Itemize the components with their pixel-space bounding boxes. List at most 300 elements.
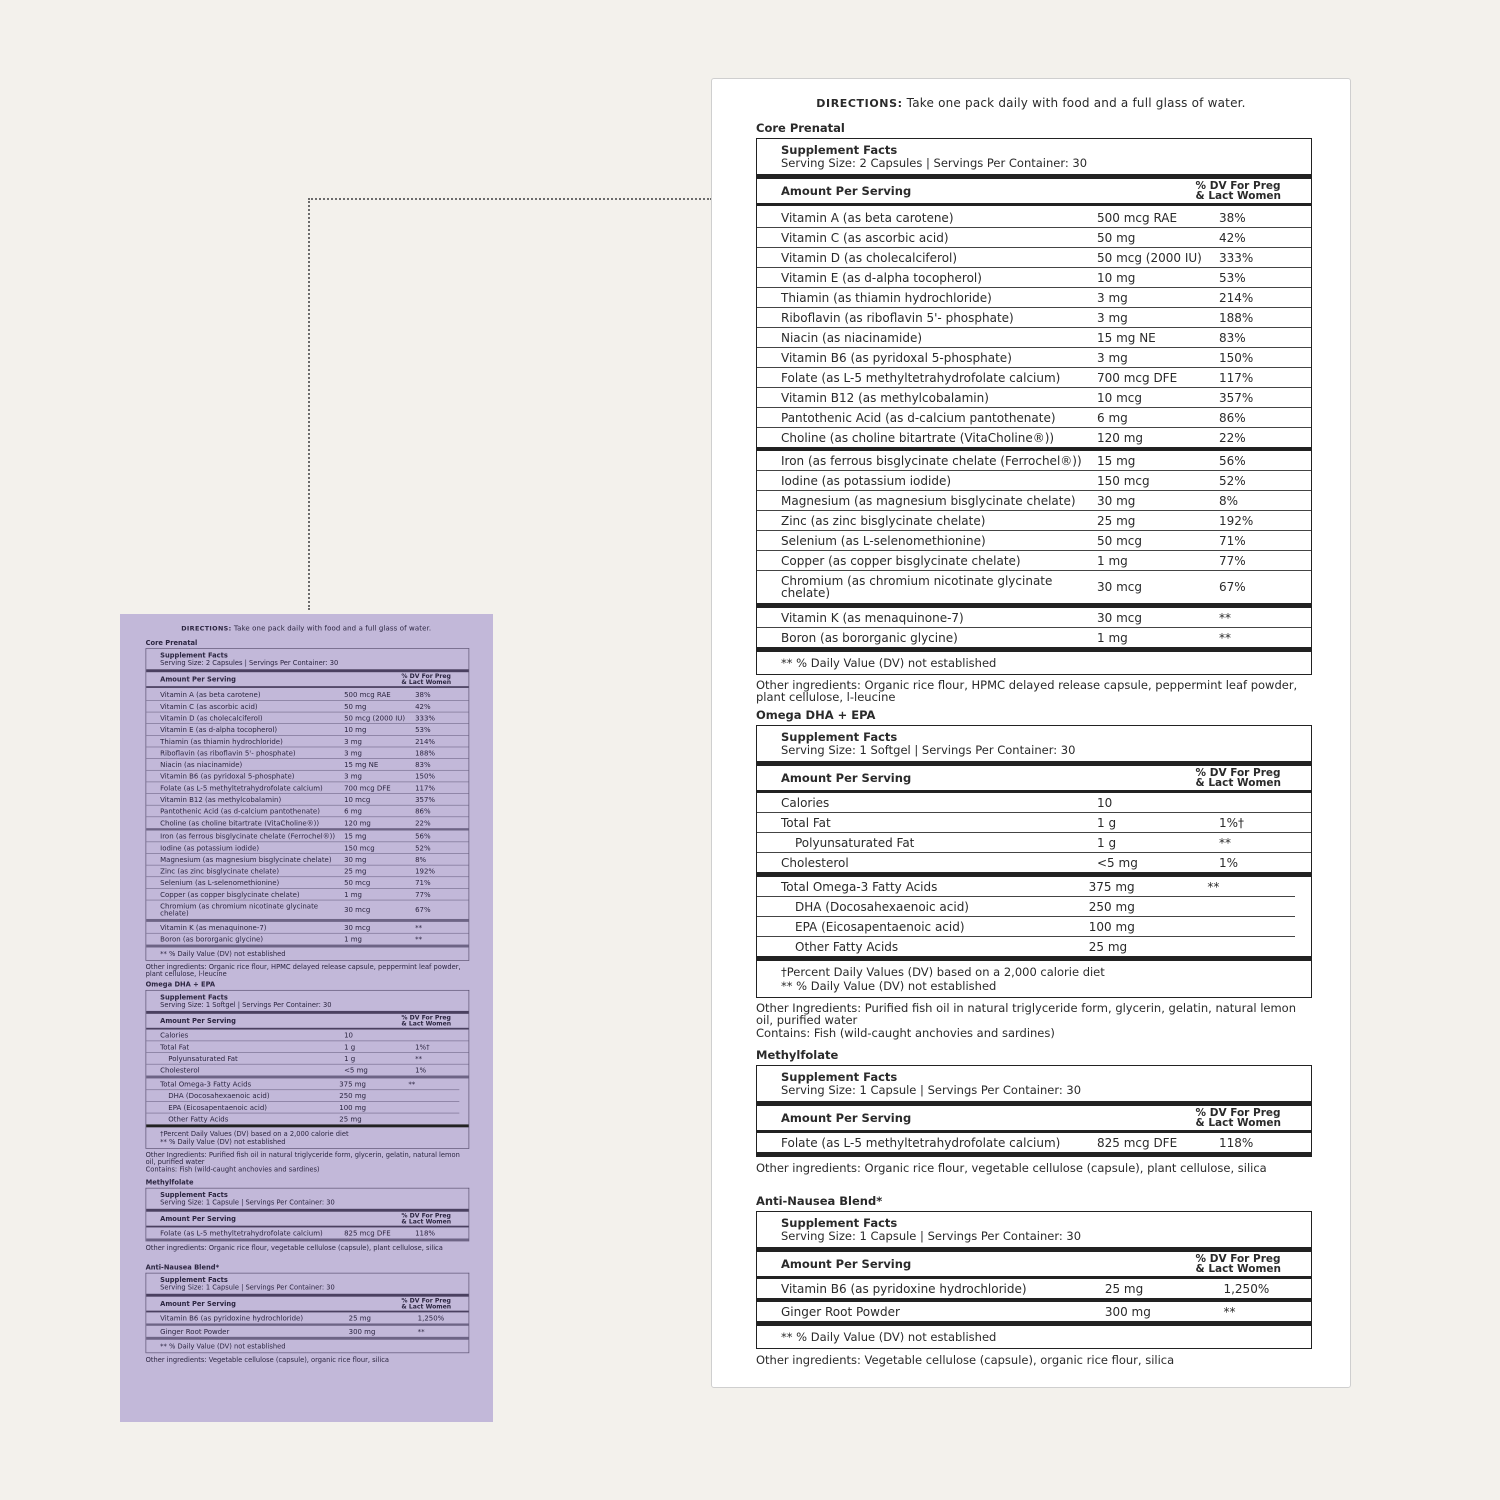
nutrient-name: Choline (as choline bitartrate (VitaCholine®)) — [781, 430, 1055, 445]
nutrient-name: Zinc (as zinc bisglycinate chelate) — [781, 513, 986, 528]
section-title: Core Prenatal — [145, 638, 198, 647]
nutrient-amount: <5 mg — [344, 1065, 368, 1075]
table-row — [146, 712, 468, 724]
connector-line-horizontal — [308, 198, 712, 200]
facts-header — [146, 649, 468, 672]
other-ingredients: Other ingredients: Organic rice flour, vegetable cellulose (capsule), plant cellulose, silica — [756, 1161, 1267, 1175]
table-row — [757, 228, 1311, 248]
nutrient-amount: 3 mg — [1097, 290, 1128, 305]
table-row — [757, 571, 1311, 608]
facts-header — [757, 726, 1311, 766]
table-row — [757, 511, 1311, 531]
omega3-rows — [757, 877, 1311, 956]
nutrient-rows — [146, 689, 468, 947]
nutrient-name: Calories — [781, 795, 830, 810]
table-row — [757, 1302, 1311, 1326]
table-row — [146, 1041, 468, 1053]
nutrient-name: Vitamin E (as d-alpha tocopherol) — [781, 270, 982, 285]
nutrient-amount: 10 — [344, 1031, 353, 1040]
nutrient-amount: 50 mg — [1097, 230, 1136, 245]
facts-title: Supplement Facts — [160, 992, 228, 1002]
nutrient-dv: 22% — [415, 818, 431, 827]
nutrient-name: Total Fat — [160, 1042, 190, 1051]
other-ingredients: Other ingredients: Organic rice flour, HPMC delayed release capsule, peppermint leaf powder, plant cellulose, l-leucine — [145, 962, 461, 978]
nutrient-amount: <5 mg — [1097, 855, 1138, 870]
supplement-facts-table — [756, 1065, 1312, 1157]
nutrient-name: EPA (Eicosapentaenoic acid) — [168, 1103, 267, 1112]
nutrient-dv: ** — [417, 1327, 425, 1336]
connector-line-vertical — [308, 198, 310, 610]
nutrient-amount: 1 mg — [344, 890, 362, 899]
table-row — [146, 922, 468, 934]
dv-label-line1: % DV For Preg — [401, 672, 451, 680]
dv-label — [1196, 181, 1281, 201]
nutrient-name: Chromium (as chromium nicotinate glycinate chelate) — [781, 574, 1053, 600]
nutrient-name: Vitamin K (as menaquinone-7) — [160, 923, 267, 932]
nutrient-name: Vitamin C (as ascorbic acid) — [781, 230, 949, 245]
nutrient-dv: 1%† — [415, 1042, 430, 1051]
anti-nausea-section — [146, 1263, 470, 1363]
serving-size: Serving Size: 1 Capsule | Servings Per Container: 30 — [160, 1198, 335, 1207]
nutrient-name: Boron (as bororganic glycine) — [160, 934, 264, 944]
nutrient-amount: 25 mg — [339, 1114, 362, 1123]
nutrient-dv: ** — [415, 934, 423, 944]
thumbnail-panel — [120, 614, 493, 1422]
supplement-facts-table — [146, 1273, 470, 1353]
nutrient-amount: 300 mg — [1104, 1304, 1151, 1319]
nutrient-amount: 1 g — [1097, 835, 1117, 850]
nutrient-name: Vitamin A (as beta carotene) — [160, 690, 261, 699]
nutrient-dv: 42% — [1219, 230, 1246, 245]
table-row — [146, 689, 468, 701]
nutrient-dv: ** — [1219, 835, 1231, 850]
table-row — [146, 817, 468, 830]
nutrient-name: Riboflavin (as riboflavin 5'- phosphate) — [781, 310, 1014, 325]
nutrient-amount: 50 mcg — [344, 878, 371, 887]
nutrient-dv: 188% — [415, 748, 436, 757]
nutrient-dv: 1,250% — [1223, 1281, 1270, 1296]
nutrient-name: Other Fatty Acids — [795, 939, 899, 954]
table-row — [146, 854, 468, 866]
table-row — [146, 889, 468, 901]
dv-label-line1: % DV For Preg — [1195, 180, 1281, 192]
table-row — [146, 747, 468, 759]
facts-header — [757, 139, 1311, 179]
table-row — [146, 900, 468, 922]
nutrient-name: Vitamin D (as cholecalciferol) — [781, 250, 958, 265]
directions-text: Take one pack daily with food and a full glass of water. — [902, 96, 1246, 110]
table-row — [757, 551, 1311, 571]
section-title: Anti-Nausea Blend* — [756, 1194, 883, 1208]
serving-size: Serving Size: 2 Capsules | Servings Per Container: 30 — [160, 658, 339, 667]
nutrient-name: EPA (Eicosapentaenoic acid) — [795, 919, 965, 934]
table-row — [146, 877, 468, 889]
nutrient-dv: 192% — [1219, 513, 1254, 528]
nutrient-dv: 38% — [415, 690, 431, 699]
table-row — [146, 842, 468, 854]
nutrient-amount: 10 mg — [344, 725, 367, 734]
facts-header — [757, 1066, 1311, 1106]
table-row — [757, 1133, 1311, 1157]
nutrient-amount: 825 mcg DFE — [344, 1228, 391, 1238]
dv-label-line1: % DV For Preg — [401, 1212, 451, 1220]
nutrient-amount: 300 mg — [348, 1327, 376, 1336]
table-row — [757, 917, 1295, 937]
omega-section — [146, 980, 470, 1173]
nutrient-name: Magnesium (as magnesium bisglycinate chelate) — [781, 493, 1076, 508]
nutrient-dv: 192% — [415, 866, 436, 876]
table-row — [757, 208, 1311, 228]
table-row — [757, 491, 1311, 511]
nutrient-name: Total Omega-3 Fatty Acids — [781, 879, 938, 894]
other-ingredients: Other Ingredients: Purified fish oil in natural triglyceride form, glycerin, gelatin, natural lemon oil, purified water — [145, 1150, 460, 1166]
nutrient-dv: 67% — [1219, 580, 1246, 594]
nutrient-dv: 357% — [1219, 390, 1254, 405]
nutrient-dv: 86% — [1219, 410, 1246, 425]
nutrient-amount: 3 mg — [1097, 350, 1128, 365]
dv-label-line2: & Lact Women — [401, 1218, 452, 1226]
nutrient-name: Vitamin B12 (as methylcobalamin) — [781, 390, 989, 405]
nutrient-amount: 120 mg — [1097, 430, 1144, 445]
nutrient-dv: 1%† — [1219, 815, 1245, 830]
facts-header — [146, 991, 468, 1014]
nutrient-amount: 25 mg — [1088, 939, 1128, 954]
nutrient-amount: 50 mcg — [1097, 533, 1142, 548]
table-row — [757, 368, 1311, 388]
facts-title: Supplement Facts — [781, 1070, 898, 1084]
table-row — [146, 701, 468, 713]
table-row — [146, 736, 468, 748]
dv-label-line1: % DV For Preg — [1195, 767, 1281, 779]
dv-note-1: †Percent Daily Values (DV) based on a 2,000 calorie diet — [160, 1129, 349, 1138]
nutrient-name: Iron (as ferrous bisglycinate chelate (Ferrochel®)) — [781, 453, 1082, 468]
other-ingredients: Other ingredients: Organic rice flour, vegetable cellulose (capsule), plant cellulose, silica — [145, 1243, 443, 1252]
nutrient-name: Pantothenic Acid (as d-calcium pantothenate) — [781, 410, 1056, 425]
nutrient-dv: ** — [408, 1079, 416, 1089]
table-row — [757, 833, 1311, 853]
amount-label: Amount Per Serving — [781, 771, 912, 785]
nutrient-dv: 77% — [415, 890, 431, 899]
omega-section — [756, 708, 1312, 1039]
facts-title: Supplement Facts — [160, 1275, 228, 1284]
table-row — [146, 759, 468, 771]
nutrient-name: Polyunsaturated Fat — [168, 1054, 238, 1063]
serving-size: Serving Size: 1 Softgel | Servings Per Container: 30 — [781, 743, 1076, 757]
nutrient-dv: 71% — [1219, 533, 1246, 548]
nutrient-dv: 333% — [415, 713, 436, 722]
nutrient-dv: 118% — [1219, 1135, 1254, 1150]
nutrient-amount: 375 mg — [339, 1079, 366, 1089]
nutrient-amount: 3 mg — [344, 748, 362, 757]
nutrient-dv: ** — [1223, 1304, 1236, 1319]
amount-label: Amount Per Serving — [160, 675, 236, 684]
nutrient-dv: 38% — [1219, 210, 1246, 225]
nutrient-name: Thiamin (as thiamin hydrochloride) — [781, 290, 992, 305]
table-row — [757, 531, 1311, 551]
nutrient-amount: 30 mcg — [1097, 580, 1142, 594]
thumbnail-content — [120, 614, 492, 1422]
nutrient-dv: 56% — [1219, 453, 1246, 468]
dv-label — [1196, 1108, 1281, 1128]
nutrient-amount: 150 mcg — [1097, 473, 1150, 488]
table-row — [757, 628, 1311, 652]
nutrient-rows — [757, 793, 1311, 877]
directions-label: DIRECTIONS: — [816, 97, 903, 110]
core-prenatal-section — [146, 638, 470, 977]
nutrient-dv: ** — [415, 1054, 423, 1063]
nutrient-rows — [146, 1030, 468, 1079]
nutrient-rows — [757, 1133, 1311, 1157]
amount-header — [146, 1297, 468, 1313]
dv-label — [401, 1298, 451, 1310]
nutrient-dv: 188% — [1219, 310, 1254, 325]
facts-title: Supplement Facts — [160, 651, 228, 660]
nutrient-dv: ** — [1219, 610, 1231, 625]
nutrient-name: DHA (Docosahexaenoic acid) — [168, 1091, 270, 1100]
table-row — [146, 1326, 468, 1340]
nutrient-amount: 30 mg — [1097, 493, 1136, 508]
table-row — [146, 794, 468, 806]
nutrient-amount: 10 mcg — [344, 795, 371, 804]
nutrient-amount: 25 mg — [348, 1313, 371, 1323]
section-title: Anti-Nausea Blend* — [145, 1262, 220, 1272]
nutrient-dv: 53% — [415, 725, 431, 734]
nutrient-dv: 56% — [415, 831, 431, 841]
table-row — [757, 793, 1311, 813]
dv-label-line1: % DV For Preg — [401, 1014, 451, 1022]
nutrient-amount: 50 mcg (2000 IU) — [344, 713, 406, 722]
nutrient-name: Vitamin C (as ascorbic acid) — [160, 702, 258, 711]
nutrient-amount: 25 mg — [344, 866, 367, 876]
nutrient-dv: 22% — [1219, 430, 1246, 445]
contains-allergen: Contains: Fish (wild-caught anchovies and sardines) — [145, 1165, 320, 1174]
dv-note: ** % Daily Value (DV) not established — [757, 652, 1311, 675]
table-row — [146, 831, 468, 843]
facts-header — [757, 1212, 1311, 1252]
core-prenatal-section — [756, 121, 1312, 703]
table-row — [757, 248, 1311, 268]
nutrient-name: Choline (as choline bitartrate (VitaCholine®)) — [160, 818, 320, 827]
nutrient-name: Vitamin E (as d-alpha tocopherol) — [160, 725, 278, 734]
nutrient-dv: 1,250% — [417, 1313, 445, 1323]
nutrient-amount: 30 mcg — [344, 905, 371, 914]
supplement-facts-table — [146, 1188, 470, 1242]
supplement-label-panel — [711, 78, 1351, 1388]
table-row — [757, 1279, 1311, 1302]
dv-label — [401, 1213, 451, 1225]
nutrient-dv: 53% — [1219, 270, 1246, 285]
nutrient-name: Niacin (as niacinamide) — [160, 760, 243, 769]
amount-label: Amount Per Serving — [160, 1016, 236, 1025]
facts-title: Supplement Facts — [781, 143, 898, 157]
nutrient-amount: 100 mg — [339, 1103, 367, 1112]
nutrient-amount: 250 mg — [1088, 899, 1135, 914]
nutrient-amount: 25 mg — [1104, 1281, 1144, 1296]
section-title: Methylfolate — [756, 1048, 839, 1062]
dv-notes — [146, 1124, 468, 1148]
nutrient-amount: 15 mg — [1097, 453, 1136, 468]
nutrient-amount: 100 mg — [1088, 919, 1135, 934]
table-row — [146, 724, 468, 736]
nutrient-amount: 1 mg — [1097, 630, 1128, 645]
nutrient-name: Riboflavin (as riboflavin 5'- phosphate) — [160, 748, 296, 757]
nutrient-name: Pantothenic Acid (as d-calcium pantothenate) — [160, 806, 320, 816]
nutrient-amount: 30 mcg — [344, 923, 371, 932]
amount-label: Amount Per Serving — [781, 1111, 912, 1125]
nutrient-name: Magnesium (as magnesium bisglycinate chelate) — [160, 855, 332, 864]
nutrient-name: Thiamin (as thiamin hydrochloride) — [160, 737, 283, 746]
nutrient-amount: 1 g — [1097, 815, 1117, 830]
directions-label: DIRECTIONS: — [181, 624, 232, 633]
nutrient-dv: 117% — [1219, 370, 1254, 385]
table-row — [146, 782, 468, 794]
nutrient-name: Boron (as bororganic glycine) — [781, 630, 958, 645]
nutrient-name: Vitamin A (as beta carotene) — [781, 210, 954, 225]
supplement-facts-table — [756, 138, 1312, 675]
dv-notes — [757, 956, 1311, 998]
table-row — [757, 608, 1311, 628]
table-row — [146, 1078, 459, 1090]
amount-label: Amount Per Serving — [160, 1299, 236, 1308]
nutrient-amount: 700 mcg DFE — [344, 783, 391, 792]
nutrient-name: Other Fatty Acids — [168, 1114, 229, 1123]
facts-title: Supplement Facts — [781, 1216, 898, 1230]
nutrient-name: Polyunsaturated Fat — [795, 835, 915, 850]
nutrient-dv: 8% — [415, 855, 427, 864]
nutrient-rows — [757, 1279, 1311, 1326]
nutrient-dv: 333% — [1219, 250, 1254, 265]
nutrient-dv: 357% — [415, 795, 436, 804]
nutrient-name: Total Omega-3 Fatty Acids — [160, 1079, 252, 1089]
dv-label-line2: & Lact Women — [1195, 1263, 1281, 1275]
serving-size: Serving Size: 2 Capsules | Servings Per Container: 30 — [781, 156, 1088, 170]
nutrient-amount: 250 mg — [339, 1091, 367, 1100]
nutrient-name: Folate (as L-5 methyltetrahydrofolate calcium) — [781, 1135, 1061, 1150]
nutrient-dv: 67% — [415, 905, 431, 914]
amount-header — [757, 766, 1311, 793]
nutrient-dv: 52% — [415, 843, 431, 852]
table-row — [146, 1053, 468, 1065]
nutrient-amount: 825 mcg DFE — [1097, 1135, 1178, 1150]
table-row — [757, 308, 1311, 328]
nutrient-name: Vitamin D (as cholecalciferol) — [160, 713, 263, 722]
amount-header — [146, 1014, 468, 1030]
dv-label-line2: & Lact Women — [401, 1303, 452, 1311]
supplement-facts-table — [756, 725, 1312, 998]
nutrient-amount: 1 g — [344, 1054, 356, 1063]
nutrient-dv: 118% — [415, 1228, 436, 1238]
nutrient-name: Vitamin B12 (as methylcobalamin) — [160, 795, 282, 804]
dv-note-2: ** % Daily Value (DV) not established — [781, 979, 997, 993]
dv-label-line1: % DV For Preg — [401, 1297, 451, 1305]
nutrient-amount: 15 mg NE — [344, 760, 379, 769]
nutrient-name: Iodine (as potassium iodide) — [160, 843, 260, 852]
table-row — [146, 805, 468, 817]
table-row — [146, 1090, 459, 1102]
dv-label — [1196, 768, 1281, 788]
dv-label-line2: & Lact Women — [1195, 1117, 1281, 1129]
methylfolate-section — [756, 1048, 1312, 1174]
dv-note-1: †Percent Daily Values (DV) based on a 2,000 calorie diet — [781, 965, 1105, 979]
other-ingredients: Other ingredients: Vegetable cellulose (capsule), organic rice flour, silica — [145, 1355, 389, 1364]
dv-label — [1196, 1254, 1281, 1274]
other-ingredients: Other ingredients: Organic rice flour, HPMC delayed release capsule, peppermint leaf powder, plant cellulose, l-leucine — [756, 678, 1298, 704]
nutrient-dv: 214% — [415, 737, 436, 746]
table-row — [757, 897, 1295, 917]
nutrient-dv: 117% — [415, 783, 436, 792]
nutrient-amount: 30 mg — [344, 855, 367, 864]
nutrient-dv: 1% — [415, 1065, 427, 1075]
section-title: Omega DHA + EPA — [756, 708, 876, 722]
nutrient-name: Total Fat — [781, 815, 831, 830]
amount-header — [757, 1252, 1311, 1279]
nutrient-amount: 1 g — [344, 1042, 356, 1051]
section-title: Core Prenatal — [756, 121, 845, 135]
nutrient-name: Vitamin K (as menaquinone-7) — [781, 610, 964, 625]
dv-label-line2: & Lact Women — [1195, 190, 1281, 202]
nutrient-name: Folate (as L-5 methyltetrahydrofolate calcium) — [781, 370, 1061, 385]
nutrient-amount: 150 mcg — [344, 843, 375, 852]
table-row — [146, 1030, 468, 1042]
facts-title: Supplement Facts — [160, 1190, 228, 1199]
amount-header — [757, 1106, 1311, 1133]
dv-label-line1: % DV For Preg — [1195, 1253, 1281, 1265]
dv-label-line2: & Lact Women — [1195, 777, 1281, 789]
section-title: Methylfolate — [145, 1177, 194, 1187]
nutrient-dv: 150% — [1219, 350, 1254, 365]
nutrient-amount: 120 mg — [344, 818, 371, 827]
serving-size: Serving Size: 1 Capsule | Servings Per Container: 30 — [781, 1229, 1082, 1243]
table-row — [146, 1312, 468, 1325]
table-row — [146, 865, 468, 877]
nutrient-rows — [757, 208, 1311, 652]
dv-label-line1: % DV For Preg — [1195, 1107, 1281, 1119]
amount-label: Amount Per Serving — [160, 1214, 236, 1223]
nutrient-name: Ginger Root Powder — [160, 1327, 230, 1336]
nutrient-name: Cholesterol — [160, 1065, 200, 1075]
table-row — [757, 348, 1311, 368]
nutrient-name: Cholesterol — [781, 855, 849, 870]
nutrient-amount: 1 mg — [1097, 553, 1128, 568]
nutrient-name: Ginger Root Powder — [781, 1304, 900, 1319]
table-row — [757, 388, 1311, 408]
nutrient-name: Vitamin B6 (as pyridoxine hydrochloride) — [781, 1281, 1027, 1296]
table-row — [757, 471, 1311, 491]
nutrient-dv: 52% — [1219, 473, 1246, 488]
thumbnail-label — [120, 614, 492, 1422]
nutrient-name: Chromium (as chromium nicotinate glycinate chelate) — [160, 902, 319, 918]
nutrient-name: Vitamin B6 (as pyridoxine hydrochloride) — [160, 1313, 304, 1323]
nutrient-dv: ** — [415, 923, 423, 932]
nutrient-name: Calories — [160, 1031, 189, 1040]
amount-header — [146, 672, 468, 688]
nutrient-dv: 42% — [415, 702, 431, 711]
facts-header — [146, 1273, 468, 1296]
nutrient-dv: 214% — [1219, 290, 1254, 305]
directions-text: Take one pack daily with food and a full glass of water. — [231, 623, 432, 633]
nutrient-name: Niacin (as niacinamide) — [781, 330, 923, 345]
nutrient-name: Selenium (as L-selenomethionine) — [160, 878, 280, 887]
dv-label-line2: & Lact Women — [401, 1020, 452, 1028]
nutrient-name: DHA (Docosahexaenoic acid) — [795, 899, 969, 914]
nutrient-amount: 3 mg — [344, 772, 362, 781]
nutrient-dv: 8% — [1219, 493, 1239, 508]
nutrient-rows — [146, 1312, 468, 1339]
table-row — [146, 771, 468, 783]
facts-title: Supplement Facts — [781, 730, 898, 744]
nutrient-amount: 1 mg — [344, 934, 362, 944]
nutrient-dv: 71% — [415, 878, 431, 887]
